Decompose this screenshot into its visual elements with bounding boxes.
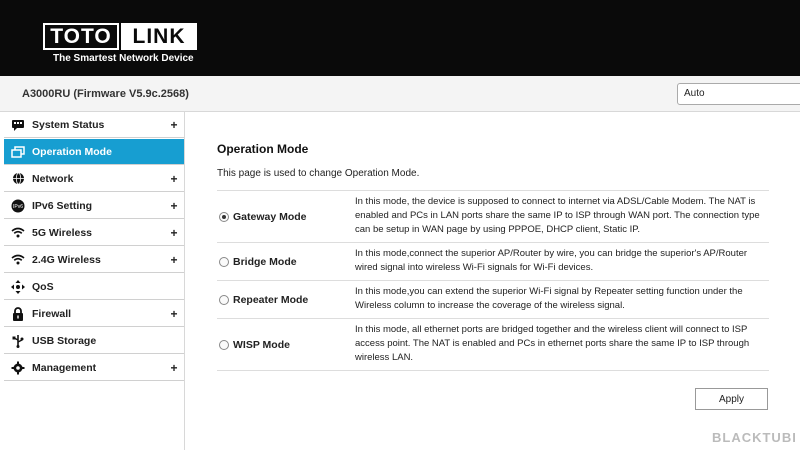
mode-description: In this mode, all ethernet ports are bridged together and the wireless client will connect to ISP access point. The NAT is enabled and PCs in ethernet ports share the same IP to ISP through wireless LAN.	[355, 324, 750, 363]
sidebar-item-label: Management	[32, 361, 97, 374]
gateway-mode-radio[interactable]	[219, 212, 229, 222]
sidebar-item-label: IPv6 Setting	[32, 199, 93, 212]
chat-bubble-icon	[4, 119, 32, 131]
sidebar-item-label: System Status	[32, 118, 105, 131]
page-title: Operation Mode	[217, 142, 309, 156]
sidebar-item-label: USB Storage	[32, 334, 97, 347]
watermark-text: BLACKTUBI	[712, 430, 797, 445]
sidebar-item-label: 5G Wireless	[32, 226, 93, 239]
expand-plus-icon: +	[170, 252, 178, 267]
mode-row-gateway	[217, 190, 769, 242]
logo-toto-text: TOTO	[43, 23, 119, 50]
sidebar-item-network[interactable]	[4, 166, 184, 192]
sidebar-item-label: Firewall	[32, 307, 72, 320]
sidebar-item-label: Network	[32, 172, 74, 185]
sidebar-item-operation-mode[interactable]	[4, 139, 184, 165]
sidebar-item-management[interactable]	[4, 355, 184, 381]
globe-icon	[4, 172, 32, 185]
logo-tagline: The Smartest Network Device	[53, 53, 194, 64]
model-firmware-label: A3000RU (Firmware V5.9c.2568)	[22, 88, 189, 100]
sidebar-item-qos[interactable]	[4, 274, 184, 300]
mode-option[interactable]	[217, 191, 355, 242]
mode-name-label: Gateway Mode	[233, 210, 307, 223]
arrows-icon	[4, 280, 32, 294]
operation-mode-table	[217, 190, 769, 371]
mode-name-label: Repeater Mode	[233, 293, 309, 306]
expand-plus-icon: +	[170, 306, 178, 321]
wifi-icon	[4, 254, 32, 265]
language-select[interactable]: Auto	[677, 83, 800, 105]
mode-description: In this mode,you can extend the superior Wi-Fi signal by Repeater setting function under the Wireless column to increase the coverage of the wireless signal.	[355, 286, 743, 311]
gear-icon	[4, 361, 32, 375]
expand-plus-icon: +	[170, 360, 178, 375]
wisp-mode-radio[interactable]	[219, 340, 229, 350]
mode-option[interactable]	[217, 281, 355, 318]
sidebar-item-usb-storage[interactable]	[4, 328, 184, 354]
bridge-mode-radio[interactable]	[219, 257, 229, 267]
sidebar-item-24g-wireless[interactable]	[4, 247, 184, 273]
usb-icon	[4, 334, 32, 348]
page-description: This page is used to change Operation Mode.	[217, 168, 420, 179]
svg-text:IPv6: IPv6	[12, 203, 24, 210]
mode-option[interactable]	[217, 319, 355, 370]
repeater-mode-radio[interactable]	[219, 295, 229, 305]
sidebar-item-label: 2.4G Wireless	[32, 253, 101, 266]
sidebar-item-firewall[interactable]	[4, 301, 184, 327]
mode-option[interactable]	[217, 243, 355, 280]
apply-button[interactable]: Apply	[695, 388, 768, 410]
sidebar-item-system-status[interactable]	[4, 112, 184, 138]
totolink-logo	[43, 23, 197, 65]
mode-name-label: Bridge Mode	[233, 255, 297, 268]
expand-plus-icon: +	[170, 225, 178, 240]
main-content	[185, 112, 800, 450]
mode-description: In this mode,connect the superior AP/Router by wire, you can bridge the superior's AP/Router wired signal into wireless Wi-Fi signals for Wi-Fi devices.	[355, 248, 748, 273]
sidebar-nav	[0, 112, 185, 450]
header-bar	[0, 0, 800, 76]
lock-icon	[4, 307, 32, 321]
sidebar-item-5g-wireless[interactable]	[4, 220, 184, 246]
expand-plus-icon: +	[170, 117, 178, 132]
mode-name-label: WISP Mode	[233, 338, 290, 351]
mode-description: In this mode, the device is supposed to connect to internet via ADSL/Cable Modem. The NAT is enabled and PCs in LAN ports share the same IP to ISP through WAN port. The connection type can be setup in WAN page by using PPPOE, DHCP client, Static IP.	[355, 196, 760, 235]
mode-row-bridge	[217, 242, 769, 280]
windows-icon	[4, 146, 32, 158]
sidebar-item-label: QoS	[32, 280, 54, 293]
mode-row-wisp	[217, 318, 769, 371]
ipv6-icon	[4, 199, 32, 213]
logo-link-text: LINK	[121, 23, 197, 50]
sidebar-item-ipv6-setting[interactable]	[4, 193, 184, 219]
sidebar-item-label: Operation Mode	[32, 145, 112, 158]
wifi-icon	[4, 227, 32, 238]
expand-plus-icon: +	[170, 198, 178, 213]
mode-row-repeater	[217, 280, 769, 318]
expand-plus-icon: +	[170, 171, 178, 186]
